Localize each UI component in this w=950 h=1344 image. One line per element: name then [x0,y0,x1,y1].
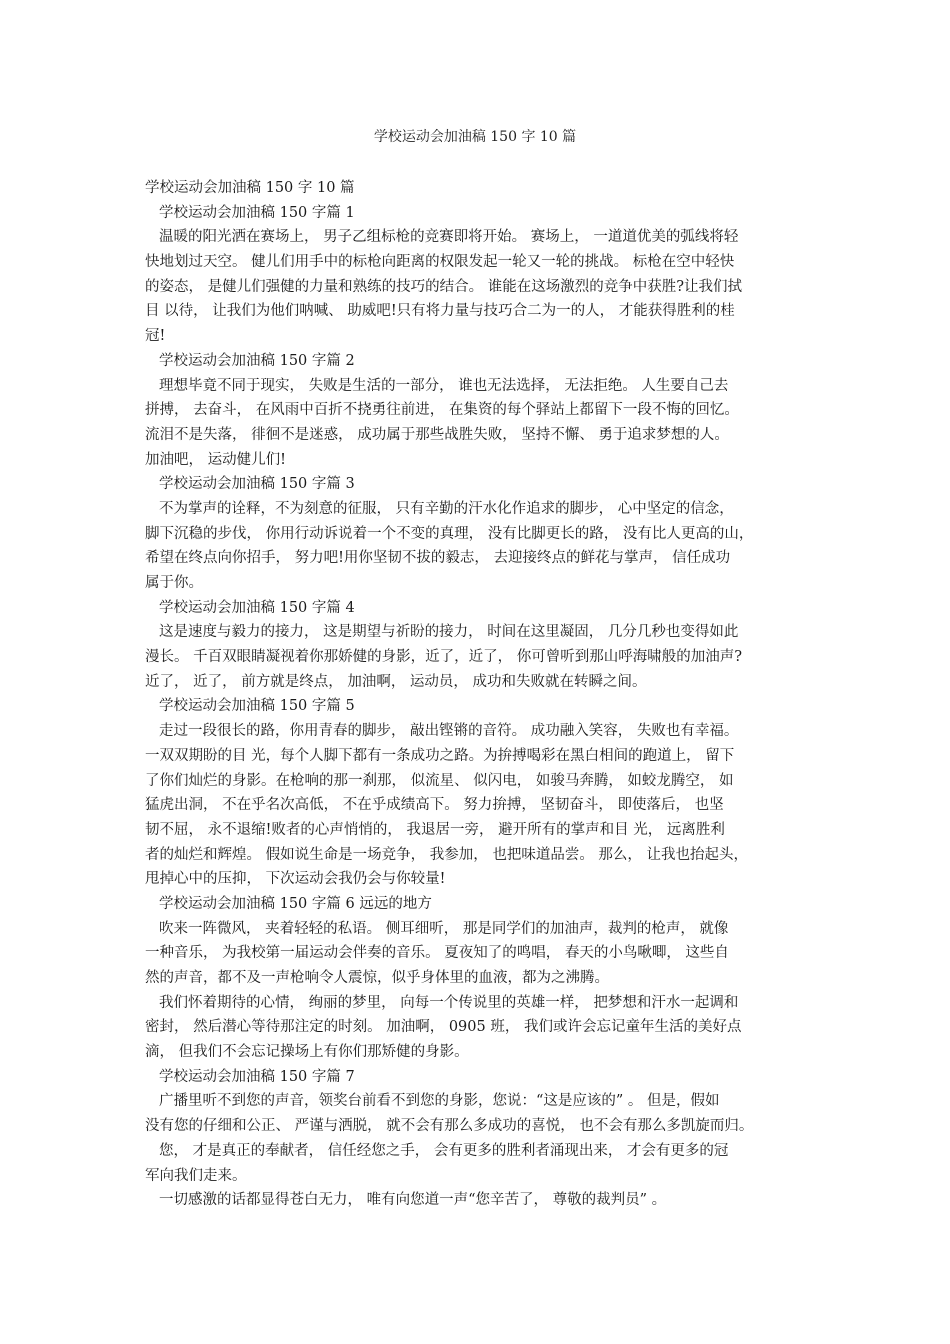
body-text-line: 希望在终点向你招手， 努力吧!用你坚韧不拔的毅志， 去迎接终点的鲜花与掌声， 信任成功 [145,550,731,567]
body-text-line: 加油吧， 运动健儿们! [145,451,286,468]
body-text-line: 一种音乐， 为我校第一届运动会伴奏的音乐。 夏夜知了的鸣唱， 春天的小鸟啾唧， 这些自 [145,945,729,962]
body-text-line: 广播里听不到您的声音，领奖台前看不到您的身影，您说：“这是应该的” 。 但是，假如 [159,1093,720,1110]
body-text-line: 您， 才是真正的奉献者， 信任经您之手， 会有更多的胜利者涌现出来， 才会有更多的冠 [159,1142,729,1159]
body-text-line: 没有您的仔细和公正、 严谨与洒脱， 就不会有那么多成功的喜悦， 也不会有那么多凯旋而归。 [145,1118,754,1135]
body-text-line: 吹来一阵微风， 夹着轻轻的私语。 侧耳细听， 那是同学们的加油声，裁判的枪声， 就像 [159,920,729,937]
body-text-line: 的姿态， 是健儿们强健的力量和熟练的技巧的结合。 谁能在这场激烈的竞争中获胜?让我们拭 [145,278,742,295]
body-text-line: 了你们灿烂的身影。在枪响的那一刹那， 似流星、 似闪电， 如骏马奔腾， 如蛟龙腾空， 如 [145,772,734,789]
section-heading: 学校运动会加油稿 150 字篇 3 [159,476,355,493]
body-text-line: 属于你。 [145,575,203,591]
body-text-line: 理想毕竟不同于现实， 失败是生活的一部分， 谁也无法选择， 无法拒绝。 人生要自己去 [159,377,729,394]
section-heading: 学校运动会加油稿 150 字篇 5 [159,698,355,715]
body-text-line: 走过一段很长的路，你用青春的脚步， 敲出铿锵的音符。 成功融入笑容， 失败也有幸福。 [159,723,739,740]
body-text-line: 韧不屈， 永不退缩!败者的心声悄悄的， 我退居一旁， 避开所有的掌声和目 光， 远离胜利 [145,821,725,838]
section-heading: 学校运动会加油稿 150 字篇 4 [159,599,355,616]
body-text-line: 流泪不是失落， 徘徊不是迷惑， 成功属于那些战胜失败， 坚持不懈、 勇于追求梦想的人。 [145,426,729,443]
document-title: 学校运动会加油稿 150 字 10 篇 [373,129,577,145]
body-text-line: 这是速度与毅力的接力， 这是期望与祈盼的接力， 时间在这里凝固， 几分几秒也变得如此 [159,624,739,641]
section-heading: 学校运动会加油稿 150 字篇 1 [159,204,355,221]
body-text-line: 滴， 但我们不会忘记操场上有你们那矫健的身影。 [145,1044,469,1061]
body-text-line: 猛虎出洞， 不在乎名次高低， 不在乎成绩高下。 努力拚搏， 坚韧奋斗， 即使落后， 也坚 [145,797,724,814]
body-text-line: 脚下沉稳的步伐， 你用行动诉说着一个不变的真理， 没有比脚更长的路， 没有比人更高的山， [145,525,754,542]
body-text-line: 一双双期盼的目 光，每个人脚下都有一条成功之路。为拚搏喝彩在黑白相间的跑道上， 留下 [145,747,735,764]
section-heading: 学校运动会加油稿 150 字篇 6 远远的地方 [159,895,432,912]
section-heading: 学校运动会加油稿 150 字 10 篇 [145,180,355,196]
body-text-line: 快地划过天空。 健儿们用手中的标枪向距离的权限发起一轮又一轮的挑战。 标枪在空中轻快 [145,254,735,271]
body-text-line: 目 以待， 让我们为他们呐喊、 助威吧!只有将力量与技巧合二为一的人， 才能获得胜利的桂 [145,303,735,320]
body-text-line: 然的声音，都不及一声枪响令人震惊，似乎身体里的血液，都为之沸腾。 [145,970,609,986]
body-text-line: 漫长。 千百双眼睛凝视着你那娇健的身影，近了，近了， 你可曾听到那山呼海啸般的加油声? [145,649,742,666]
body-text-line: 一切感激的话都显得苍白无力， 唯有向您道一声“您辛苦了， 尊敬的裁判员” 。 [159,1192,667,1209]
body-text-line: 军向我们走来。 [145,1167,247,1184]
document-body [145,176,817,1213]
section-heading: 学校运动会加油稿 150 字篇 2 [159,352,355,369]
body-text-line: 拼搏， 去奋斗， 在风雨中百折不挠勇往前进， 在集资的每个驿站上都留下一段不悔的回忆。 [145,402,739,419]
body-text-line: 冠! [145,328,166,345]
body-text-line: 近了， 近了， 前方就是终点， 加油啊， 运动员， 成功和失败就在转瞬之间。 [145,673,647,690]
body-text-line: 温暖的阳光洒在赛场上， 男子乙组标枪的竞赛即将开始。 赛场上， 一道道优美的弧线将轻 [159,229,739,246]
section-heading: 学校运动会加油稿 150 字篇 7 [159,1068,355,1085]
body-text-line: 密封， 然后潜心等待那注定的时刻。 加油啊， 0905 班， 我们或许会忘记童年生活的美好点 [145,1019,742,1036]
body-text-line: 甩掉心中的压抑， 下次运动会我仍会与你较量! [145,871,446,888]
body-text-line: 不为掌声的诠释，不为刻意的征服， 只有辛勤的汗水化作追求的脚步， 心中坚定的信念， [159,500,734,517]
body-text-line: 者的灿烂和辉煌。 假如说生命是一场竞争， 我参加， 也把味道品尝。 那么， 让我也抬起头， [145,846,749,863]
body-text-line: 我们怀着期待的心情， 绚丽的梦里， 向每一个传说里的英雄一样， 把梦想和汗水一起调和 [159,994,739,1011]
